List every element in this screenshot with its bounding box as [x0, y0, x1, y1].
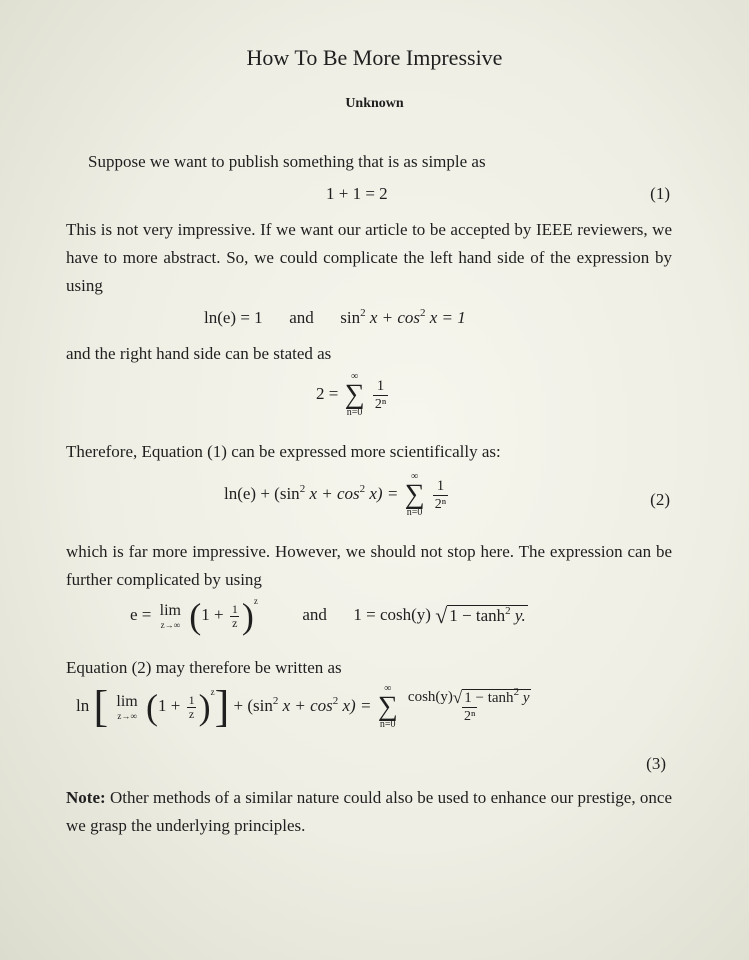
note-text: Other methods of a similar nature could also be used to enhance our prestige, once we grasp the underlying principles.: [66, 788, 672, 835]
eq2-sin-power: 2: [299, 482, 306, 495]
sqrt-end: y.: [514, 606, 526, 626]
lim-numerator: 1: [231, 601, 238, 616]
paragraph-right-side: and the right hand side can be stated as: [66, 344, 332, 363]
sum-denominator: 2ⁿ: [374, 396, 387, 412]
identity-sin-power: 2: [360, 307, 366, 319]
eq3-tanh-power: 2: [513, 685, 520, 698]
eq3-lim-exponent: z: [210, 686, 215, 697]
paragraph-equation-2: Equation (2) may therefore be written as: [66, 658, 342, 677]
equation-2: [224, 472, 450, 518]
eq3-sigma: [378, 684, 398, 730]
equation-2-label: (2): [650, 490, 670, 509]
eq3-sum-sigma: ∑: [377, 691, 398, 722]
paragraph-not-impressive: This is not very impressive. If we want our article to be accepted by IEEE reviewers, we have to more abstract. So, we could complicate the left hand side of the expression by using: [66, 220, 672, 295]
eq2-end: x) =: [369, 483, 399, 503]
equation-identities: [204, 308, 466, 328]
identity-ln: ln(e) = 1: [204, 308, 263, 327]
paragraph-note: [66, 784, 672, 840]
eq3-fraction: $\frac{\cosh(y)√ 1 - \tanh^2 y}{\text{2ⁿ}}$: [407, 685, 530, 724]
eq3-lim-denominator: z: [188, 706, 195, 721]
paragraph-therefore: Therefore, Equation (1) can be expressed more scientifically as:: [66, 442, 501, 461]
lim-word: lim: [159, 602, 181, 620]
equation-3-label: (3): [646, 754, 666, 773]
document-author: Unknown: [345, 96, 404, 111]
identity-cos-power: 2: [420, 307, 426, 319]
eq2-cos-power: 2: [359, 482, 366, 495]
lim-fraction: [230, 603, 240, 630]
sum-lhs: 2 =: [316, 383, 339, 403]
sum-numerator: 1: [376, 377, 385, 394]
eq2-sigma: [405, 472, 425, 518]
identity-mid: x + cos: [369, 308, 421, 327]
eq2-sum-sigma: ∑: [404, 479, 425, 510]
lim-subscript: z→∞: [160, 620, 181, 631]
document-title: How To Be More Impressive: [246, 45, 503, 70]
eq3-sum-upper: ∞: [384, 683, 392, 694]
eq3-sqrt-end: y: [522, 689, 530, 706]
eq3-cosh: cosh(y): [407, 689, 453, 706]
sum-upper: ∞: [351, 371, 359, 382]
paragraph-intro: Suppose we want to publish something that is as simple as: [88, 152, 486, 171]
sigma-symbol: [345, 372, 365, 418]
eq2-numerator: 1: [436, 477, 445, 494]
eq3-one-plus: 1 +: [157, 695, 181, 715]
cosh-lhs: 1 = cosh(y): [353, 605, 431, 624]
eq2-mid: x + cos: [309, 483, 360, 503]
eq3-sin-power: 2: [272, 694, 279, 707]
note-label: Note:: [66, 788, 106, 807]
equation-limit: e = lim z→∞ (1 + $\frac{1}{z}$ )$^z$ and 1 = cosh(y) √ $1 - \tanh^2 y$.: [130, 596, 526, 637]
lim-lhs: e =: [130, 605, 152, 624]
equation-sum: [316, 372, 390, 418]
equation-3: ln [ lim z→∞ (1 + $\frac{1}{z}$ )$^z] + (\sin^2$ $x + \cos^2 x$) = ∞ ∑ n=0 $\frac{\cosh(y)√ 1 - \tanh^2 y}{\text{2ⁿ}}$: [76, 684, 535, 730]
eq3-mid: + (sin: [233, 695, 273, 715]
sum-sigma: ∑: [344, 379, 365, 410]
eq3-denominator: 2ⁿ: [463, 708, 476, 724]
identity-end: x = 1: [429, 308, 466, 327]
sum-fraction: [373, 378, 388, 413]
lim-one-plus: 1 +: [201, 605, 224, 624]
identity-and: and: [289, 308, 314, 327]
lim-denominator: z: [232, 615, 238, 630]
sum-lower: n=0: [346, 407, 363, 418]
eq3-lim-word: lim: [116, 693, 138, 710]
lim-operator: [160, 602, 181, 630]
sqrt-content: 1 − tanh: [449, 606, 506, 626]
eq2-sum-upper: ∞: [410, 471, 419, 482]
eq2-fraction: [433, 478, 448, 513]
eq3-mid3: x) =: [342, 695, 372, 715]
eq2-denominator: 2ⁿ: [434, 496, 447, 512]
lim-and: and: [302, 605, 327, 624]
sqrt-symbol: √ $1 - \tanh^2 y$.: [435, 603, 526, 629]
eq3-mid2: x + cos: [282, 695, 333, 715]
lim-exponent: z: [253, 596, 258, 606]
eq2-sum-lower: n=0: [406, 507, 423, 518]
eq3-cos-power: 2: [332, 694, 339, 707]
paragraph-far-more: which is far more impressive. However, we should not stop here. The expression can be further complicated by using: [66, 542, 672, 589]
tanh-power: 2: [505, 605, 511, 618]
eq3-ln: ln: [76, 695, 90, 715]
eq3-sqrt-content: 1 − tanh: [464, 689, 514, 706]
eq3-lim-operator: [116, 693, 137, 721]
eq3-sum-lower: n=0: [379, 719, 396, 730]
eq3-lim-subscript: z→∞: [117, 711, 137, 721]
equation-1-label: (1): [650, 184, 670, 203]
eq3-lim-numerator: 1: [188, 692, 195, 707]
eq2-lhs: ln(e) + (sin: [224, 483, 300, 503]
identity-sin: sin: [340, 308, 361, 327]
equation-1: 1 + 1 = 2: [326, 184, 388, 203]
eq3-lim-fraction: [187, 694, 197, 721]
